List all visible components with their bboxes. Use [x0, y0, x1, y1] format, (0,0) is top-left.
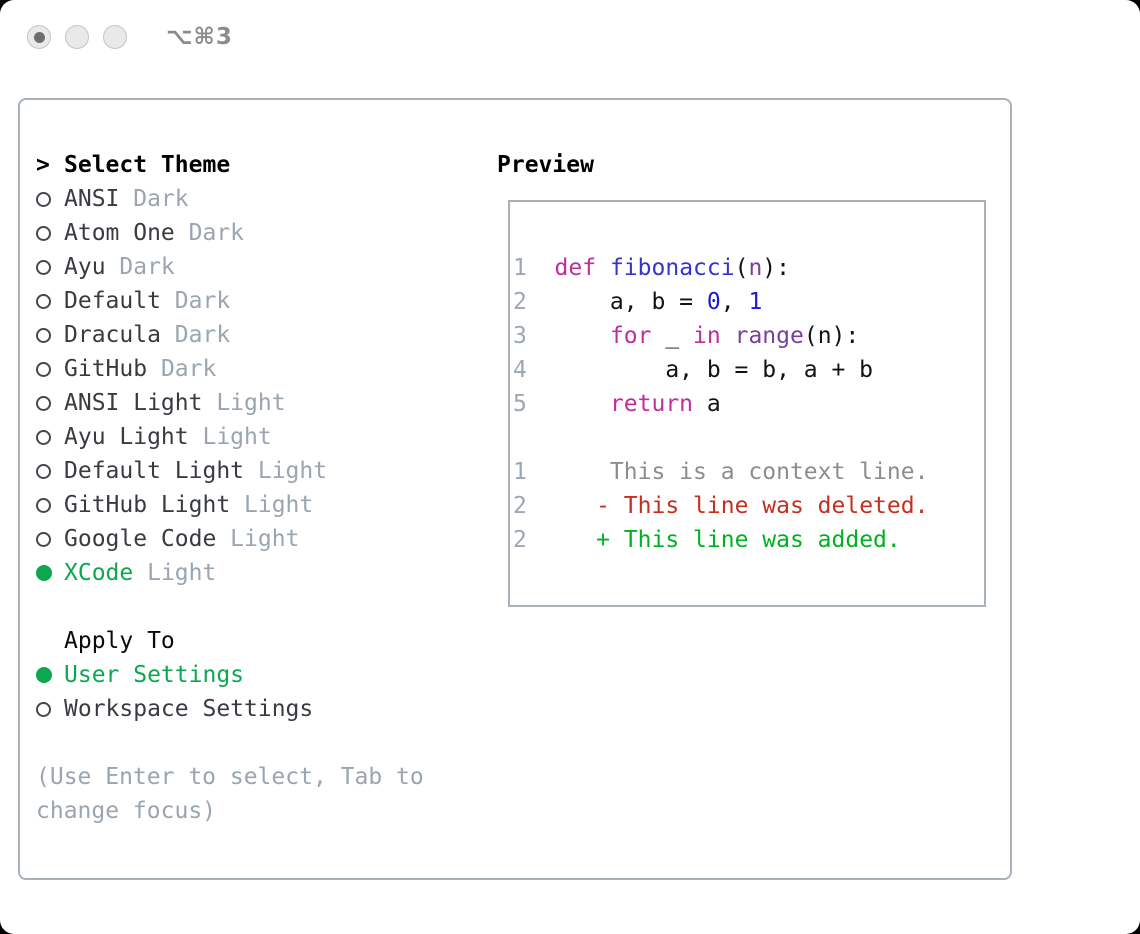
- theme-item-github-light[interactable]: [36, 488, 486, 522]
- select-theme-header: [36, 148, 486, 182]
- theme-name: Ayu: [64, 254, 106, 280]
- prompt-caret-icon: >: [36, 152, 50, 178]
- radio-icon: [36, 396, 51, 411]
- apply-option-user-settings[interactable]: [36, 658, 486, 692]
- theme-variant: Dark: [160, 288, 231, 314]
- radio-icon: [36, 430, 51, 445]
- code-line: 2 a, b = 0, 1: [513, 289, 763, 315]
- window-close-button[interactable]: [27, 25, 51, 49]
- apply-option-label: User Settings: [64, 662, 245, 688]
- selected-radio-icon: [36, 565, 52, 581]
- theme-item-dracula[interactable]: [36, 318, 486, 352]
- theme-item-atom-one[interactable]: [36, 216, 486, 250]
- code-line: 3 for _ in range(n):: [513, 323, 860, 349]
- theme-variant: Light: [230, 492, 314, 518]
- theme-name: Atom One: [64, 220, 175, 246]
- theme-list: [36, 182, 486, 590]
- window-minimize-button[interactable]: [65, 25, 89, 49]
- theme-variant: Light: [202, 390, 286, 416]
- preview-box: [508, 200, 986, 607]
- line-number: 5: [513, 391, 555, 417]
- theme-item-default[interactable]: [36, 284, 486, 318]
- radio-icon: [36, 362, 51, 377]
- line-number: 4: [513, 357, 555, 383]
- theme-item-google-code[interactable]: [36, 522, 486, 556]
- theme-variant: Dark: [105, 254, 175, 280]
- theme-name: Dracula: [64, 322, 161, 348]
- theme-variant: Dark: [119, 186, 189, 212]
- theme-item-xcode[interactable]: [36, 556, 486, 590]
- theme-variant: Light: [188, 424, 272, 450]
- theme-name: GitHub Light: [64, 492, 231, 518]
- radio-icon: [36, 260, 51, 275]
- theme-name: ANSI: [64, 186, 120, 212]
- radio-icon: [36, 702, 51, 717]
- theme-list-section: [36, 148, 486, 828]
- preview-header-label: Preview: [497, 152, 594, 178]
- select-theme-header-label: Select Theme: [64, 152, 231, 178]
- code-block: [510, 202, 984, 557]
- theme-item-default-light[interactable]: [36, 454, 486, 488]
- line-number: 1: [513, 459, 555, 485]
- radio-icon: [36, 294, 51, 309]
- theme-variant: Light: [216, 526, 300, 552]
- spacer: [36, 590, 486, 624]
- line-number: 2: [513, 493, 555, 519]
- theme-item-ansi-light[interactable]: [36, 386, 486, 420]
- theme-name: Default Light: [64, 458, 245, 484]
- code-line: 2 - This line was deleted.: [513, 493, 929, 519]
- line-number: 1: [513, 255, 555, 281]
- apply-to-header-label: Apply To: [64, 628, 175, 654]
- theme-variant: Light: [244, 458, 328, 484]
- apply-option-label: Workspace Settings: [64, 696, 314, 722]
- theme-name: GitHub: [64, 356, 148, 382]
- footer-hint: (Use Enter to select, Tab to change focus): [36, 764, 424, 824]
- radio-icon: [36, 328, 51, 343]
- theme-name: Google Code: [64, 526, 217, 552]
- active-window-dot-icon: [34, 32, 45, 43]
- radio-icon: [36, 498, 51, 513]
- apply-to-options: [36, 658, 486, 726]
- theme-name: Default: [64, 288, 161, 314]
- line-number: 3: [513, 323, 555, 349]
- theme-name: Ayu Light: [64, 424, 189, 450]
- theme-variant: Light: [133, 560, 217, 586]
- theme-item-ayu[interactable]: [36, 250, 486, 284]
- theme-name: XCode: [64, 560, 134, 586]
- radio-icon: [36, 532, 51, 547]
- selected-radio-icon: [36, 667, 52, 683]
- window-zoom-button[interactable]: [103, 25, 127, 49]
- code-line: 4 a, b = b, a + b: [513, 357, 874, 383]
- code-line: 5 return a: [513, 391, 721, 417]
- theme-picker-panel: [18, 98, 1012, 880]
- theme-name: ANSI Light: [64, 390, 203, 416]
- code-line: [513, 421, 984, 455]
- theme-variant: Dark: [147, 356, 217, 382]
- line-number: 2: [513, 527, 555, 553]
- keyboard-shortcut-label: ⌥⌘3: [166, 24, 233, 50]
- line-number: 2: [513, 289, 555, 315]
- apply-to-header: [36, 624, 486, 658]
- theme-variant: Dark: [160, 322, 231, 348]
- radio-icon: [36, 192, 51, 207]
- theme-item-github[interactable]: [36, 352, 486, 386]
- radio-icon: [36, 226, 51, 241]
- apply-option-workspace-settings[interactable]: [36, 692, 486, 726]
- theme-item-ansi[interactable]: [36, 182, 486, 216]
- spacer: [36, 726, 486, 760]
- theme-variant: Dark: [174, 220, 245, 246]
- theme-item-ayu-light[interactable]: [36, 420, 486, 454]
- traffic-lights: [27, 25, 127, 49]
- code-line: 2 + This line was added.: [513, 527, 901, 553]
- radio-icon: [36, 464, 51, 479]
- code-line: 1 def fibonacci(n):: [513, 255, 790, 281]
- code-line: 1 This is a context line.: [513, 459, 929, 485]
